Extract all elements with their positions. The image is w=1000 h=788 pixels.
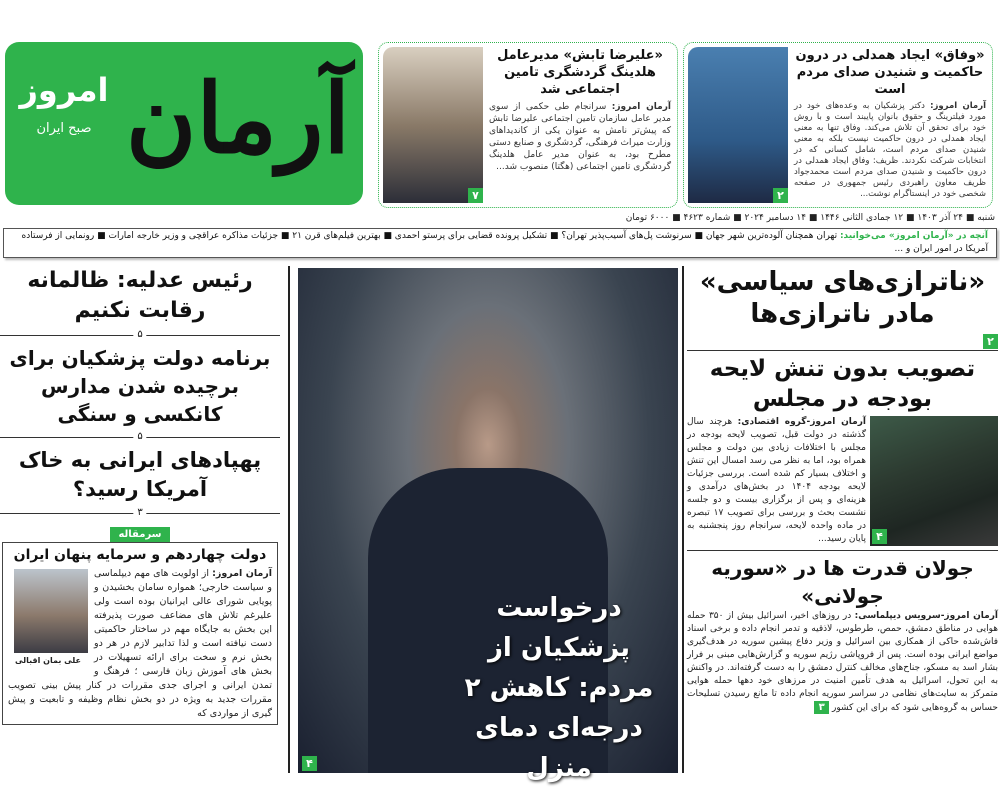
- top-story-zarif[interactable]: [683, 42, 993, 208]
- page-badge[interactable]: ۷: [468, 188, 483, 203]
- top-story-text: آرمان امروز: سرانجام طی حکمی از سوی مدیر عامل سازمان تامین اجتماعی علیرضا تابش که پیش‌تر نامش به عنوان یکی از کاندیداهای وزارت میراث فرهنگی، گردشگری و صنایع دستی مطرح بود، به عنوان مدیر عامل هلدینگ گردشگری تامین اجتماعی (هگتا) منصوب شد...: [489, 102, 671, 172]
- story-text: آرمان امروز-سرویس دیپلماسی: در روزهای اخیر، اسرائیل بیش از ۳۵۰ حمله هوایی در مناطق دمشق، حمص، طرطوس، لاذقیه و تدمر انجام داده و برخی اسناد فاش‌شده حاکی از همکاری بین اسرائیل و وزیر دفاع پیشین سوریه در هدف‌گیری مواضع ایرانی بوده است. پس از فروپاشی رژیم سوریه و گزارش‌هایی مبنی بر فرار بشار اسد به مسکو، جناح‌های مخالف کنترل دمشق را به دست گرفته‌اند. در واکنش به این تحول، اسرائیل به هدف تأمین امنیت در مرزهای خود دهها حمله هوایی متمرکز به سایت‌های نظامی در سراسر سوریه انجام داده تا مانع رسیدن تسلیحات حساس به گروه‌هایی شود که برای این کشور ۳: [687, 611, 998, 713]
- logo-tagline: صبح ایران: [36, 121, 92, 136]
- author-photo: [14, 569, 88, 653]
- divider: ۳: [0, 513, 280, 514]
- editorial[interactable]: [2, 542, 278, 725]
- top-story-title: «وفاق» ایجاد همدلی در درون حاکمیت و شنیدن صدای مردم است: [795, 48, 985, 97]
- editorial-text: علی بمان اقبالی آرمان امروز: از اولویت های مهم دیپلماسی و سیاست خارجی؛ همواره سامان بخشیدن و پویایی شورای عالی ایرانیان بوده است ولی علیرغم تلاش های مضاعف صورت پذیرفته این بخش به جایگاه مهم در ساختار حاکمیتی دست نیافته است و لذا تدابیر لازم در هر دو بخش نرم و سخت برای ارائه تسهیلات در بخش های آموزش زبان فارسی ؛ فرهنگ و تمدن ایرانی و اجرای جدی مقررات در کنار پیش بینی تصویب مقررات جدید به ویژه در دو بخش نظام وظیفه و تابعیت و پیش گیری از مواردی که: [8, 568, 272, 719]
- divider: ۵: [0, 335, 280, 336]
- photo-parliament: [870, 416, 998, 546]
- author-box: [8, 569, 88, 666]
- headline[interactable]: برنامه دولت پزشکیان برای برچیده شدن مدارس کانکسی و سنگی: [9, 346, 271, 426]
- headline[interactable]: جولان قدرت ها در «سوریه جولانی»: [711, 556, 974, 608]
- ticker[interactable]: [3, 228, 997, 258]
- page-badge[interactable]: ۴: [872, 529, 887, 544]
- headline[interactable]: رئیس عدلیه: ظالمانه رقابت نکنیم: [27, 268, 253, 323]
- top-story-tabesh[interactable]: [378, 42, 678, 208]
- photo-tabesh: [383, 47, 483, 203]
- headline[interactable]: «ناترازی‌های سیاسی» مادر ناترازی‌ها: [699, 267, 986, 329]
- right-column: [687, 266, 998, 715]
- headline[interactable]: پهپادهای ایرانی به خاک آمریکا رسید؟: [18, 448, 262, 501]
- left-column: [0, 266, 280, 725]
- photo-zarif: [688, 47, 788, 203]
- page-badge[interactable]: ۲: [983, 334, 998, 349]
- top-story-text: آرمان امروز: دکتر پزشکیان به وعده‌های خود در مورد فیلترینگ و حقوق بانوان پایبند است و با روش خود برای تحقق آن تلاش می‌کند. وفاق تنها به معنی ایجاد همدلی در درون حاکمیت نیست بلکه به معنی شنیدن صدای مردم است، شامل کسانی که در انتخابات شرکت نکردند. ظریف: وفاق ایجاد همدلی در درون حاکمیت و شنیدن صدای مردم است محمدجواد ظریف معاون راهبردی رئیس جمهوری در صفحه شخصی خود در اینستاگرام نوشت...: [794, 101, 986, 199]
- editorial-title: دولت چهاردهم و سرمایه پنهان ایران: [13, 547, 267, 563]
- logo-main: آرمان: [125, 62, 351, 175]
- main-headline[interactable]: درخواست پزشکیان از مردم: کاهش ۲ درجه‌ای دمای منزل: [464, 593, 654, 783]
- story-text: آرمان امروز-گروه اقتصادی: هرچند سال گذشته در دولت قبل، تصویب لایحه بودجه در مجلس با اختلافات زیادی بین دولت و مجلس همراه بود، اما به نظر می رسد امسال این تنش و اختلاف بسیار کم شده است. بررسی جزئیات لایحه بودجه ۱۴۰۴ در بخش‌های درآمدی و هزینه‌ای و پس از برگزاری بیست و دو جلسه نشست بحث و بررسی برای تصویب ۱۷ تبصره در ماده واحده لایحه، سرانجام روز پنجشنبه به پایان رسید...: [687, 417, 866, 544]
- ticker-text: تهران همچنان آلوده‌ترین شهر جهان ■ سرنوشت پل‌های آسیب‌پذیر تهران؟ ■ تشکیل پرونده قضایی برای پرستو احمدی ■ بهترین فیلم‌های قرن ۲۱ ■ جزئیات مذاکره عراقچی و وزیر خارجه امارات ■ رونمایی از فرستاده آمریکا در امور ایران و ...: [21, 231, 988, 254]
- divider: [687, 350, 998, 351]
- headline[interactable]: تصویب بدون تنش لایحه بودجه در مجلس: [709, 356, 976, 412]
- page-badge[interactable]: ۲: [773, 188, 788, 203]
- author-name: علی بمان اقبالی: [15, 656, 81, 665]
- editorial-label: سرمقاله: [110, 527, 169, 542]
- page-badge[interactable]: ۴: [302, 756, 317, 771]
- page-badge[interactable]: ۳: [814, 701, 829, 714]
- top-story-title: «علیرضا تابش» مدیرعامل هلدینگ گردشگری تامین اجتماعی شد: [497, 48, 663, 97]
- logo-sub: امروز: [19, 71, 109, 109]
- column-divider: [288, 266, 290, 773]
- column-divider: [682, 266, 684, 773]
- divider: ۵: [0, 437, 280, 438]
- divider: [687, 550, 998, 551]
- ticker-lead: آنچه در «آرمان امروز» می‌خوانید:: [839, 231, 988, 241]
- dateline: شنبه ■ ۲۴ آذر ۱۴۰۳ ■ ۱۲ جمادی الثانی ۱۴۴۶ ■ ۱۴ دسامبر ۲۰۲۴ ■ شماره ۴۶۲۳ ■ ۶۰۰۰ تومان: [625, 213, 995, 223]
